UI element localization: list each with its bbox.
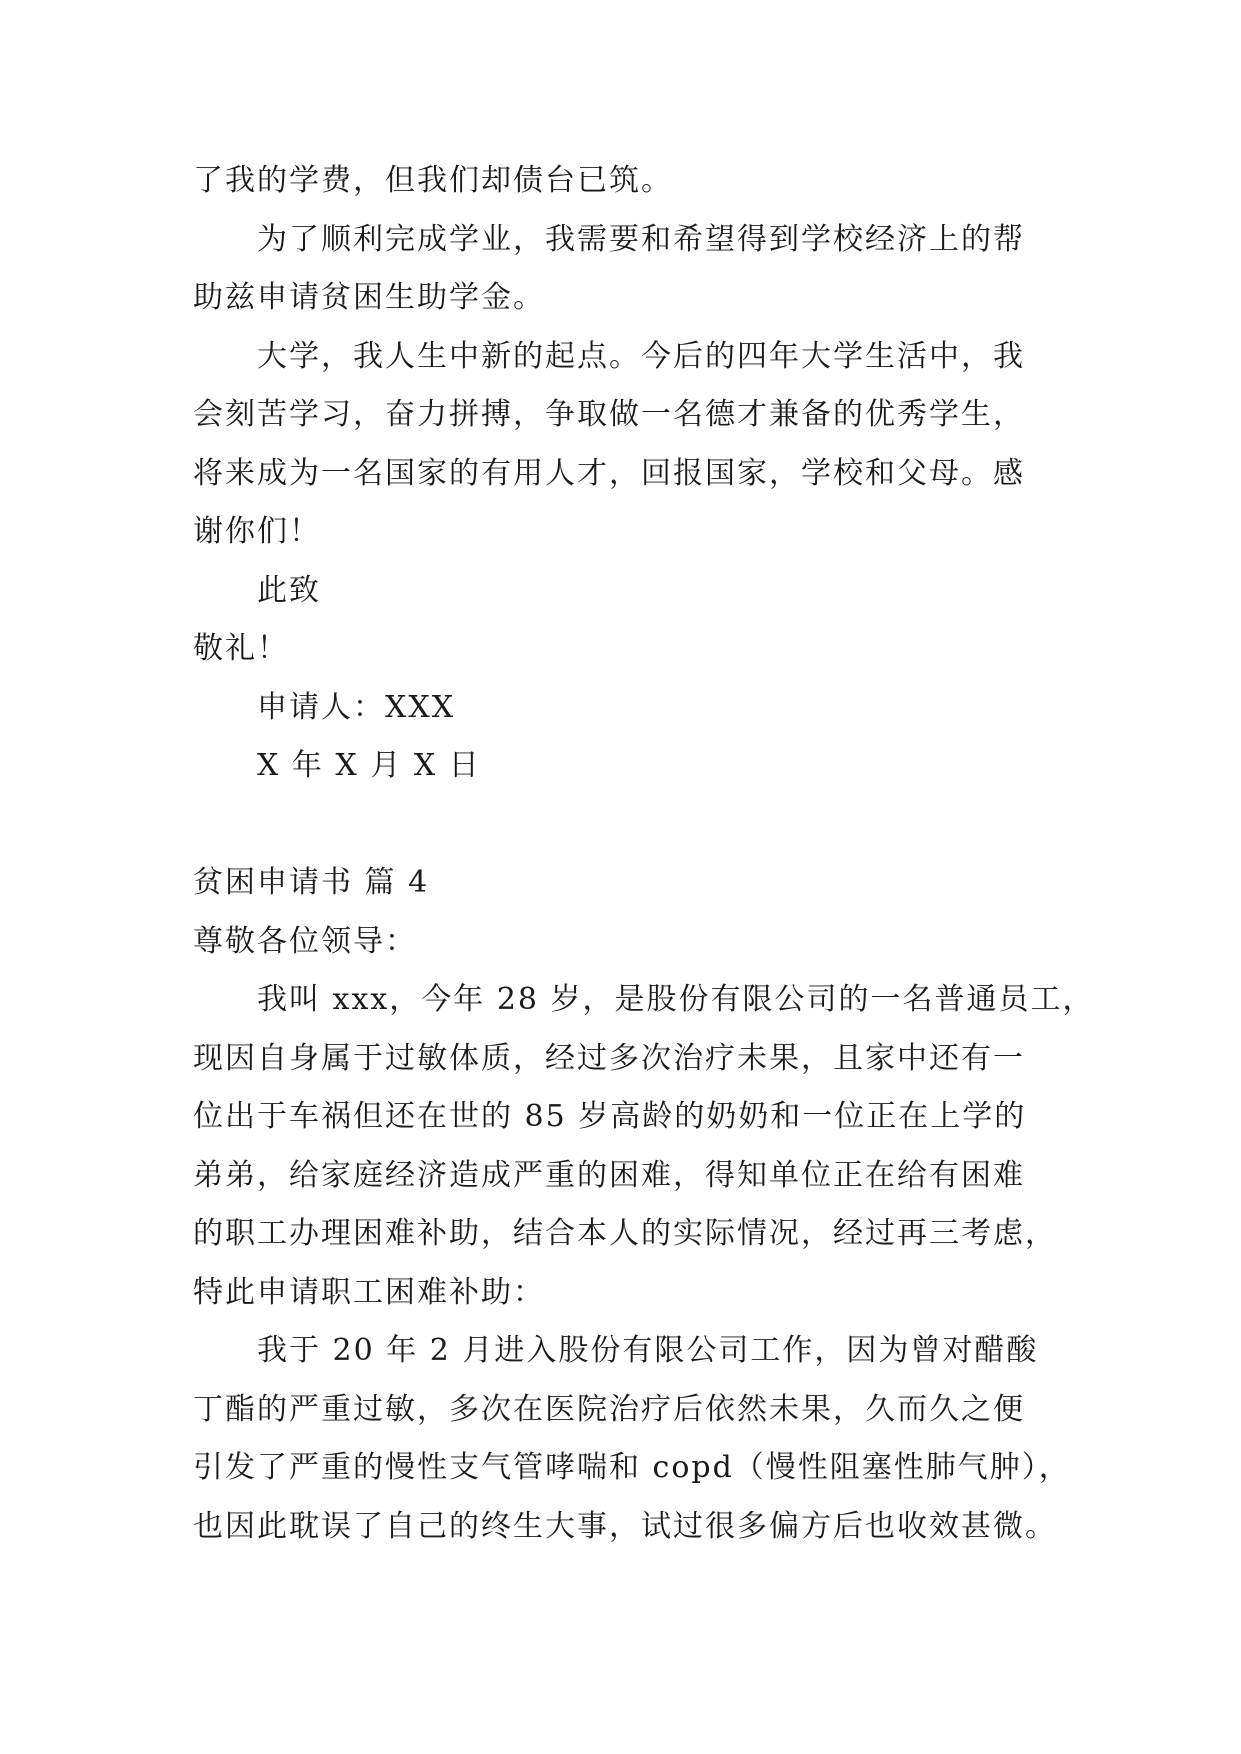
paragraph-line: 丁酯的严重过敏，多次在医院治疗后依然未果，久而久之便 <box>193 1391 1025 1427</box>
paragraph-line: 的职工办理困难补助，结合本人的实际情况，经过再三考虑， <box>193 1216 1057 1251</box>
closing-line: 此致 <box>257 572 321 608</box>
paragraph-line: 我于 20 年 2 月进入股份有限公司工作，因为曾对醋酸 <box>257 1333 1039 1368</box>
paragraph-line: 大学，我人生中新的起点。今后的四年大学生活中，我 <box>257 338 1025 374</box>
section-gap <box>193 796 1053 855</box>
section-title: 贫困申请书 篇 4 <box>193 865 430 900</box>
salutation: 尊敬各位领导： <box>193 923 417 959</box>
document-page <box>193 152 1095 1556</box>
paragraph-line: 特此申请职工困难补助： <box>193 1274 545 1310</box>
signature-date: X 年 X 月 X 日 <box>257 748 481 783</box>
paragraph-line: 也因此耽误了自己的终生大事，试过很多偏方后也收效甚微。 <box>193 1508 1057 1544</box>
paragraph-line: 位出于车祸但还在世的 85 岁高龄的奶奶和一位正在上学的 <box>193 1099 1027 1134</box>
paragraph-line: 我叫 xxx，今年 28 岁，是股份有限公司的一名普通员工， <box>257 982 1095 1017</box>
paragraph-line: 将来成为一名国家的有用人才，回报国家，学校和父母。感 <box>193 455 1025 491</box>
paragraph-line: 为了顺利完成学业，我需要和希望得到学校经济上的帮 <box>257 221 1025 257</box>
paragraph-line: 引发了严重的慢性支气管哮喘和 copd（慢性阻塞性肺气肿）， <box>193 1450 1071 1485</box>
closing-salute: 敬礼！ <box>193 631 289 666</box>
paragraph-line: 会刻苦学习，奋力拼搏，争取做一名德才兼备的优秀学生， <box>193 397 1025 432</box>
applicant-signature: 申请人：XXX <box>257 689 456 725</box>
paragraph-line: 了我的学费，但我们却债台已筑。 <box>193 163 673 198</box>
paragraph-line: 谢你们！ <box>193 514 321 549</box>
paragraph-line: 助兹申请贫困生助学金。 <box>193 280 545 315</box>
paragraph-line: 弟弟，给家庭经济造成严重的困难，得知单位正在给有困难 <box>193 1157 1025 1193</box>
paragraph-line: 现因自身属于过敏体质，经过多次治疗未果，且家中还有一 <box>193 1040 1025 1076</box>
